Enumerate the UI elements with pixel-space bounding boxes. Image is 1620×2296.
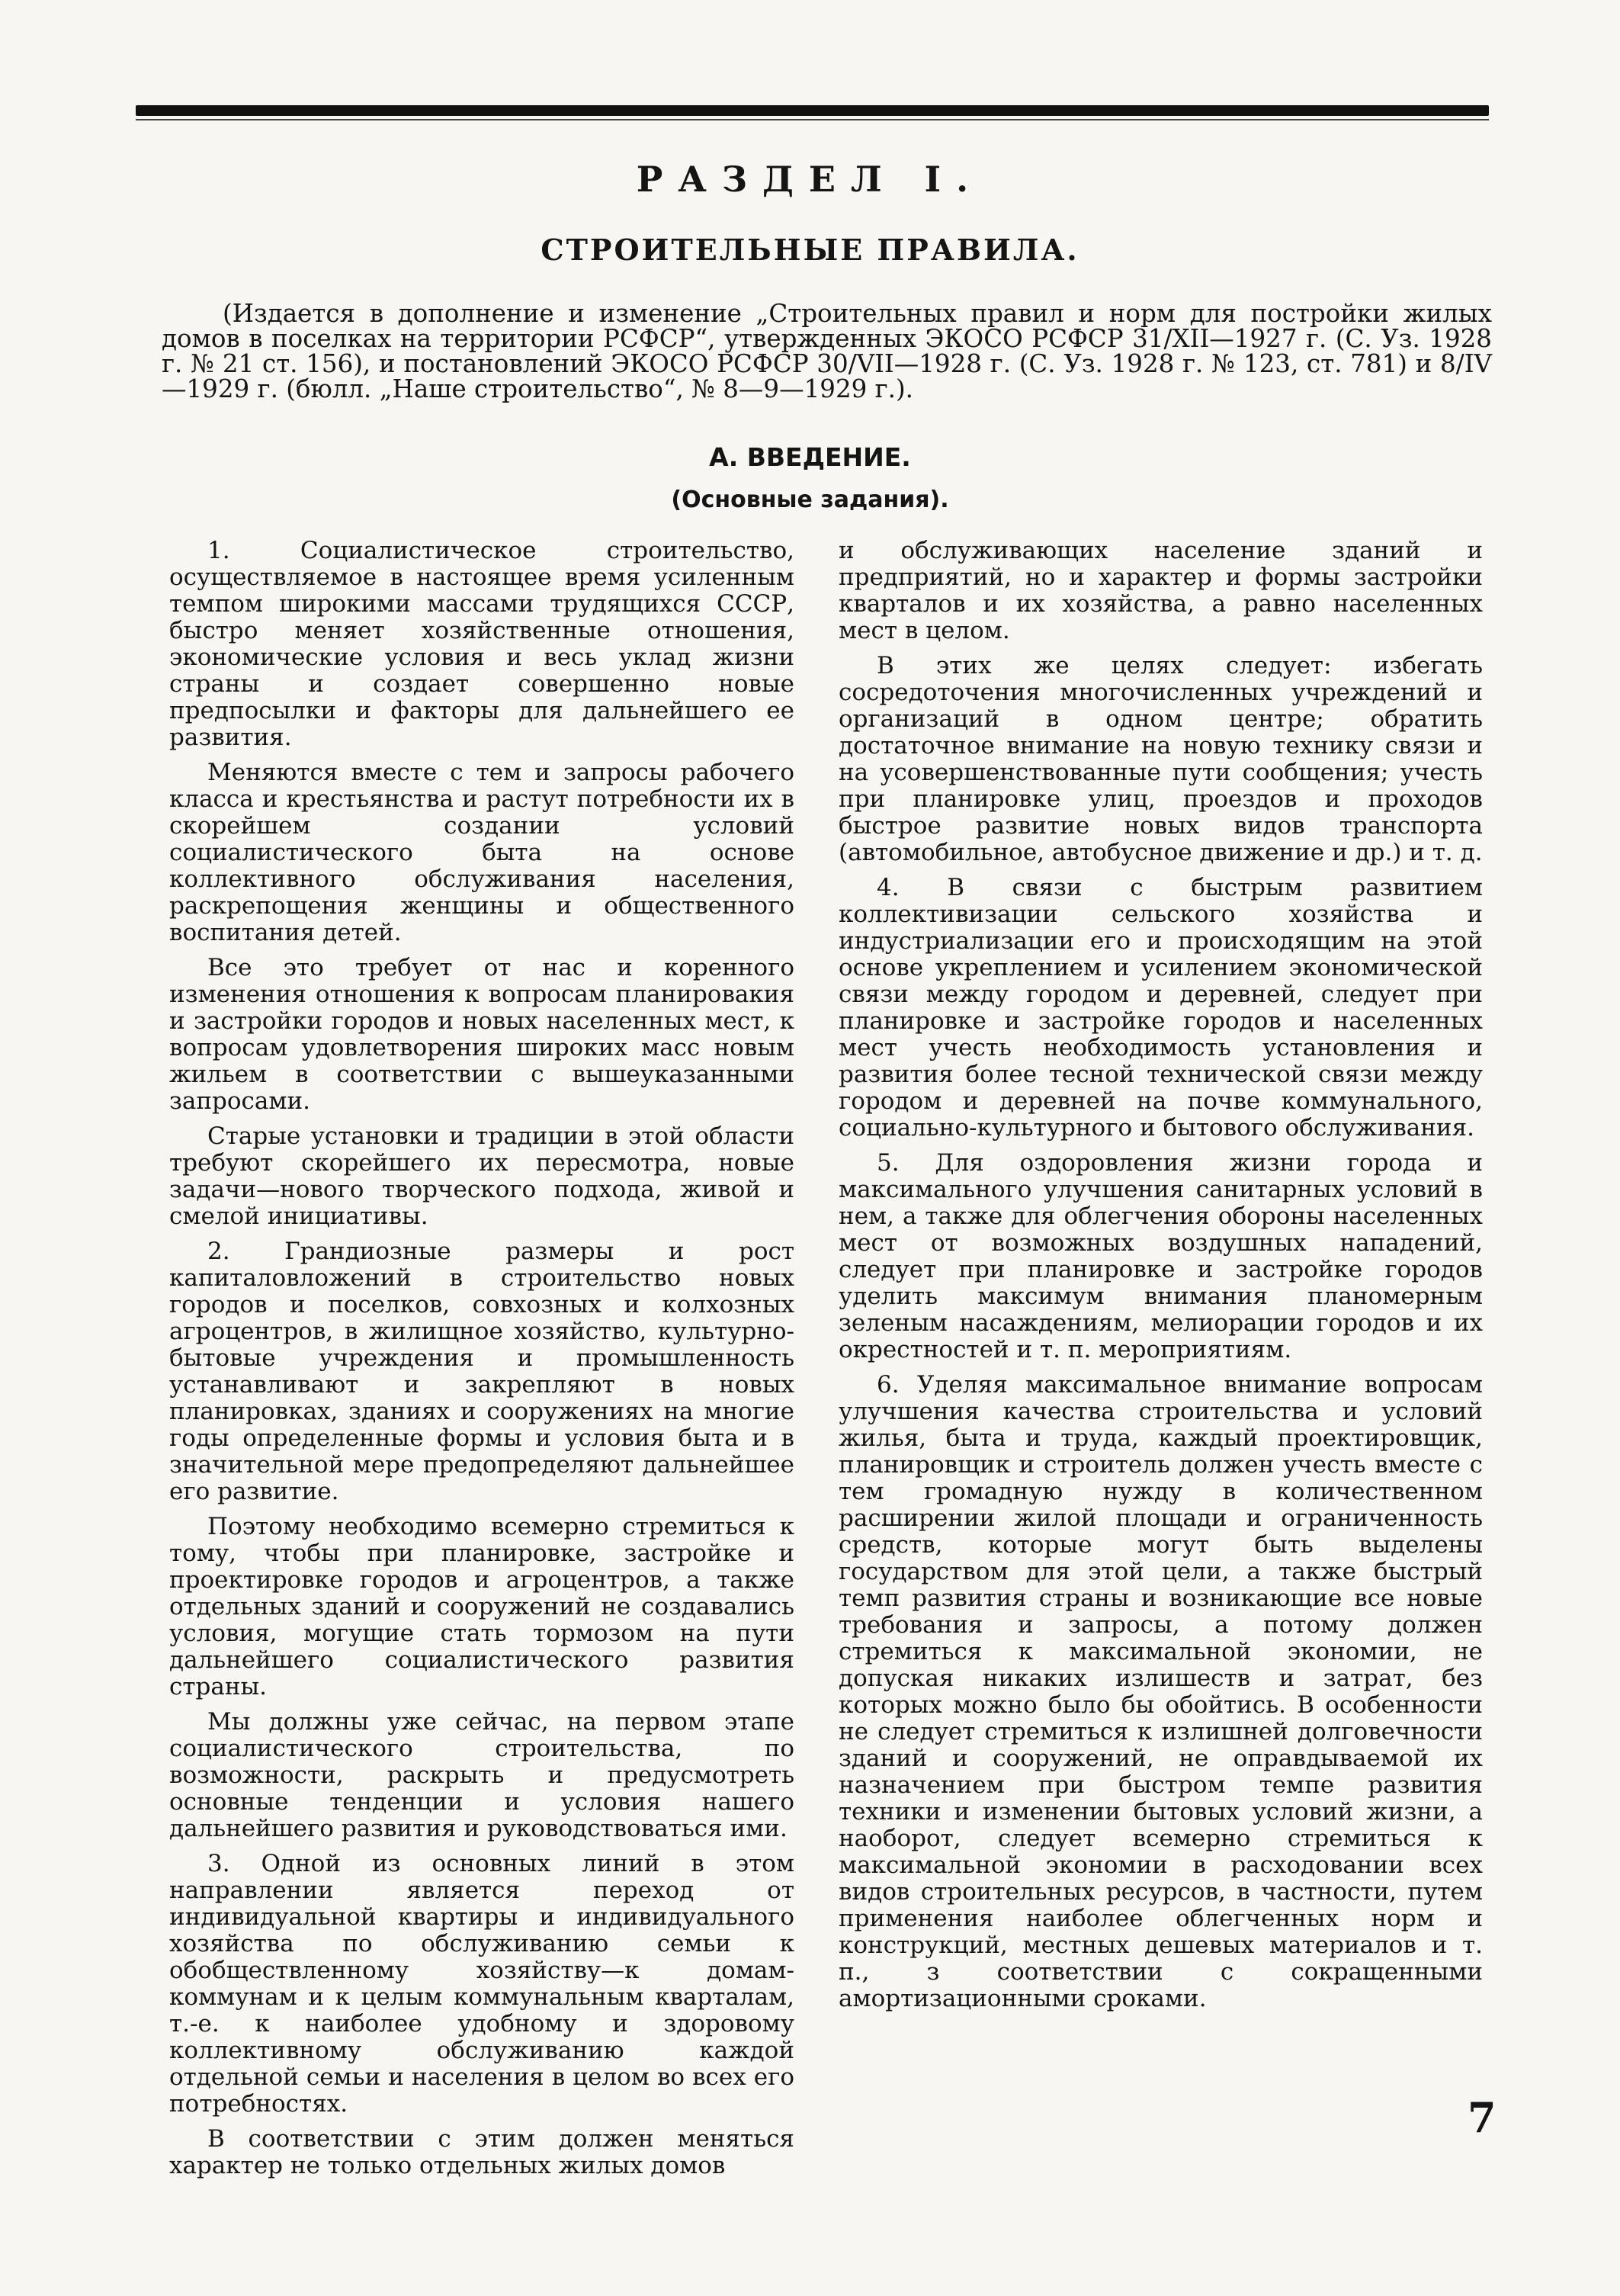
paragraph: Поэтому необходимо всемерно стремиться к тому, чтобы при планировке, застройке и проектировке городов и агроцентров, а также отдельных зданий и сооружений не создавались условия, могущие стать тормозом на пути дальнейшего социалистического развития страны. (169, 1513, 794, 1700)
paragraph: и обслуживающих население зданий и предприятий, но и характер и формы застройки кварталов и их хозяйства, а равно населенных мест в целом. (839, 537, 1483, 644)
left-column (169, 538, 794, 2188)
paragraph: 4. В связи с быстрым развитием коллективизации сельского хозяйства и индустриализации его и происходящим на этой основе укреплением и усилением экономической связи между городом и деревней, следует при планировке и застройке городов и населенных мест учесть необходимость установления и развития более тесной технической связи между городом и деревней на почве коммунального, социально-культурного и бытового обслуживания. (839, 874, 1483, 1142)
paragraph: В соответствии с этим должен меняться характер не только отдельных жилых домов (169, 2125, 794, 2179)
intro-paragraph: (Издается в дополнение и изменение „Строительных правил и норм для постройки жилых домов в поселках на территории РСФСР“, утвержденных ЭКОСО РСФСР 31/XII—1927 г. (С. Уз. 1928 г. № 21 ст. 156), и постановлений ЭКОСО РСФСР 30/VII—1928 г. (С. Уз. 1928 г. № 123, ст. 781) и 8/IV—1929 г. (бюлл. „Наше строительство“, № 8—9—1929 г.). (162, 299, 1492, 403)
paragraph: В этих же целях следует: избегать сосредоточения многочисленных учреждений и организаций в одном центре; обратить достаточное внимание на новую технику связи и на усовершенствованные пути сообщения; учесть при планировке улиц, проездов и проходов быстрое развитие новых видов транспорта (автомобильное, автобусное движение и др.) и т. д. (839, 652, 1483, 866)
section-heading: А. ВВЕДЕНИЕ. (709, 442, 911, 472)
paragraph: 1. Социалистическое строительство, осуществляемое в настоящее время усиленным темпом широкими массами трудящихся СССР, быстро меняет хозяйственные отношения, экономические условия и весь уклад жизни страны и создает совершенно новые предпосылки и факторы для дальнейшего ее развития. (169, 537, 794, 751)
paragraph: Мы должны уже сейчас, на первом этапе социалистического строительства, по возможности, раскрыть и предусмотреть основные тенденции и условия нашего дальнейшего развития и руководствоваться ими. (169, 1708, 794, 1842)
paragraph: 2. Грандиозные размеры и рост капиталовложений в строительство новых городов и поселков, совхозных и колхозных агроцентров, в жилищное хозяйство, культурно-бытовые учреждения и промышленность устанавливают и закрепляют в новых планировках, зданиях и сооружениях на многие годы определенные формы и условия быта и в значительной мере предопределяют дальнейшее его развитие. (169, 1238, 794, 1505)
paragraph: Меняются вместе с тем и запросы рабочего класса и крестьянства и растут потребности их в скорейшем создании условий социалистического быта на основе коллективного обслуживания населения, раскрепощения женщины и общественного воспитания детей. (169, 759, 794, 946)
page-title: СТРОИТЕЛЬНЫЕ ПРАВИЛА. (541, 233, 1079, 267)
right-column (839, 538, 1483, 2021)
paragraph: 3. Одной из основных линий в этом направлении является переход от индивидуальной квартиры и индивидуального хозяйства по обслуживанию семьи к обобществленному хозяйству—к домам-коммунам и к целым коммунальным кварталам, т.-е. к наиболее удобному и здоровому коллективному обслуживанию каждой отдельной семьи и населения в целом во всех его потребностях. (169, 1850, 794, 2118)
top-rule-thin (136, 119, 1489, 120)
paragraph: 6. Уделяя максимальное внимание вопросам улучшения качества строительства и условий жилья, быта и труда, каждый проектировщик, планировщик и строитель должен учесть вместе с тем громадную нужду в количественном расширении жилой площади и ограниченность средств, которые могут быть выделены государством для этой цели, а также быстрый темп развития страны и возникающие все новые требования и запросы, а потому должен стремиться к максимальной экономии, не допуская никаких излишеств и затрат, без которых можно было бы обойтись. В особенности не следует стремиться к излишней долговечности зданий и сооружений, не оправдываемой их назначением при быстром темпе развития техники и изменении бытовых условий жизни, а наоборот, следует всемерно стремиться к максимальной экономии в расходовании всех видов строительных ресурсов, в частности, путем применения наиболее облегченных норм и конструкций, местных дешевых материалов и т. п., з соответствии с сокращенными амортизационными сроками. (839, 1371, 1483, 2012)
paragraph: 5. Для оздоровления жизни города и максимального улучшения санитарных условий в нем, а также для облегчения обороны населенных мест от возможных воздушных нападений, следует при планировке и застройке городов уделить максимум внимания планомерным зеленым насаждениям, мелиорации городов и их окрестностей и т. п. мероприятиям. (839, 1149, 1483, 1363)
top-rule (136, 105, 1489, 116)
paragraph: Все это требует от нас и коренного изменения отношения к вопросам планировакия и застройки городов и новых населенных мест, к вопросам удовлетворения широких масс новым жильем в соответствии с вышеуказанными запросами. (169, 954, 794, 1115)
section-subheading: (Основные задания). (671, 486, 949, 513)
paragraph: Старые установки и традиции в этой области требуют скорейшего их пересмотра, новые задачи—нового творческого подхода, живой и смелой инициативы. (169, 1122, 794, 1230)
page-number: 7 (1468, 2093, 1496, 2142)
section-label: РАЗДЕЛ I. (636, 159, 984, 200)
